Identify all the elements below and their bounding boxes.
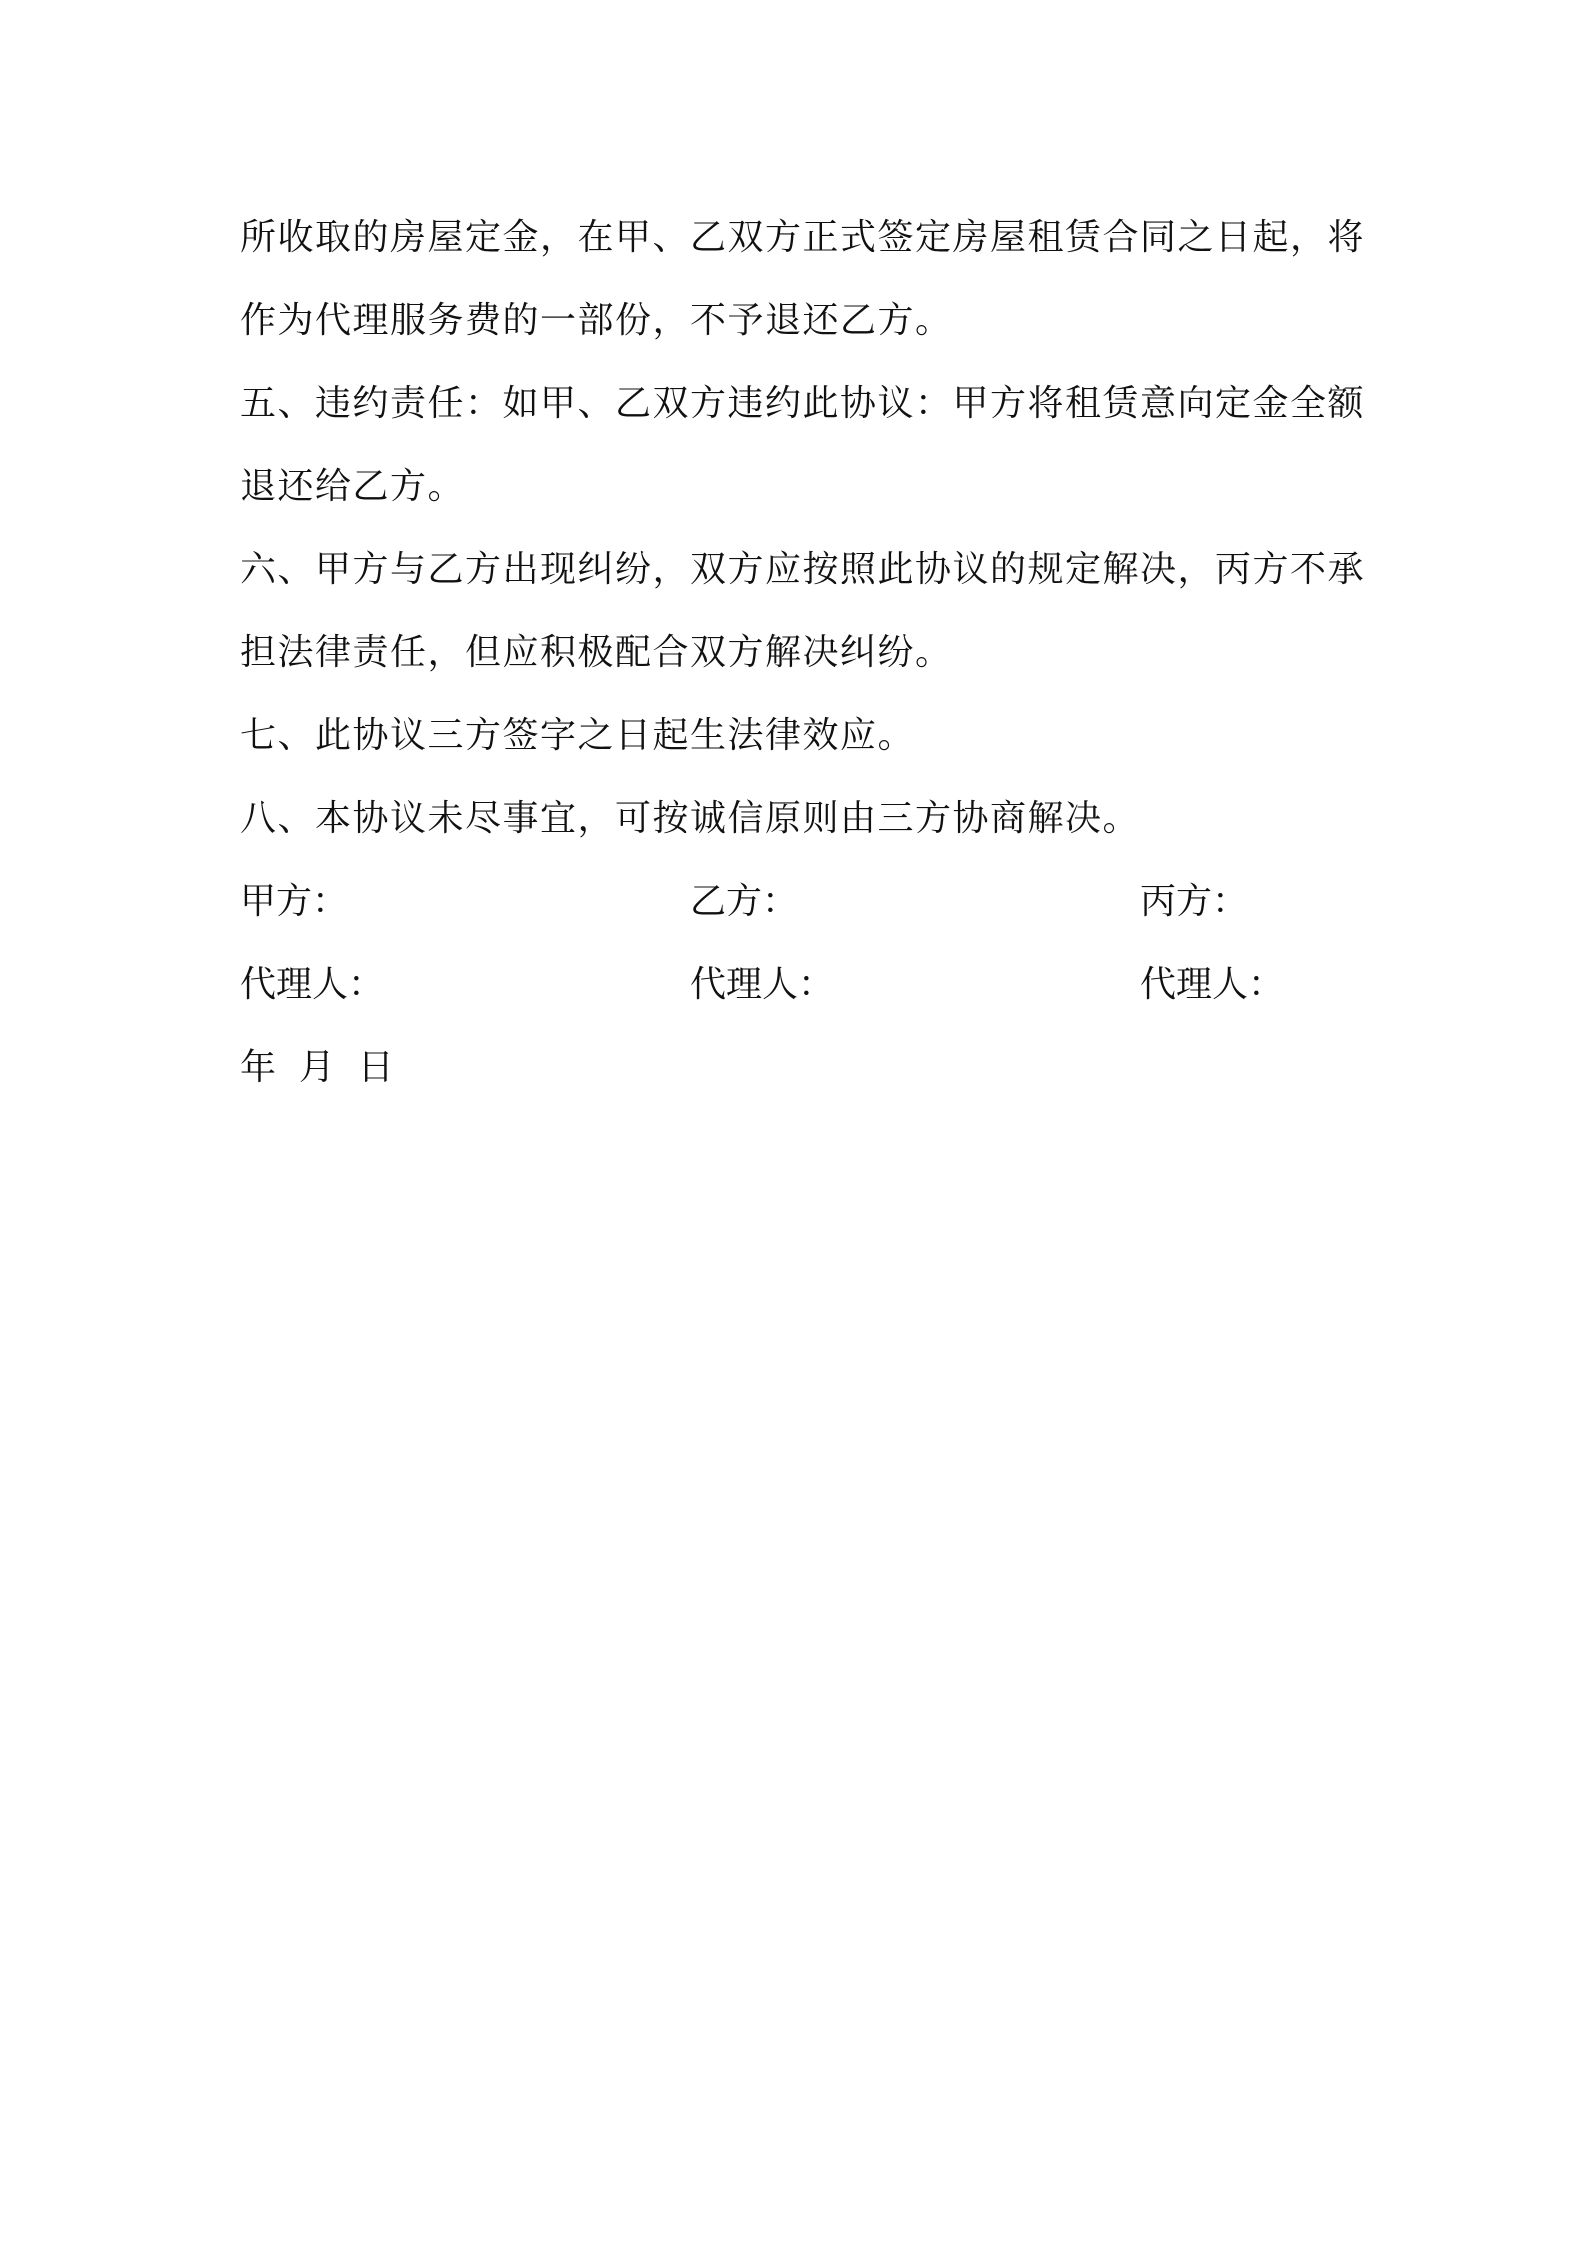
clause-5-line-1: 五、违约责任：如甲、乙双方违约此协议：甲方将租赁意向定金全额: [240, 383, 1366, 424]
party-c-label: 丙方：: [1140, 881, 1249, 922]
party-signature-row: [240, 860, 1360, 943]
clause-4-continuation-line-2: 作为代理服务费的一部份，不予退还乙方。: [240, 300, 953, 341]
date-line: 年 月 日: [240, 1047, 394, 1088]
clause-6-line-1: 六、甲方与乙方出现纠纷，双方应按照此协议的规定解决，丙方不承: [240, 549, 1366, 590]
clause-6-line-2: 担法律责任，但应积极配合双方解决纠纷。: [240, 632, 953, 673]
agent-a-label: 代理人：: [240, 964, 385, 1005]
party-b-label: 乙方：: [690, 881, 799, 922]
party-a-label: 甲方：: [240, 881, 349, 922]
agent-signature-row: [240, 943, 1360, 1026]
document-body: [240, 196, 1366, 1109]
agent-b-label: 代理人：: [690, 964, 835, 1005]
agent-c-label: 代理人：: [1140, 964, 1285, 1005]
clause-8: 八、本协议未尽事宜，可按诚信原则由三方协商解决。: [240, 798, 1141, 839]
clause-4-continuation-line-1: 所收取的房屋定金，在甲、乙双方正式签定房屋租赁合同之日起，将: [240, 217, 1366, 258]
clause-7: 七、此协议三方签字之日起生法律效应。: [240, 715, 916, 756]
clause-5-line-2: 退还给乙方。: [240, 466, 466, 507]
